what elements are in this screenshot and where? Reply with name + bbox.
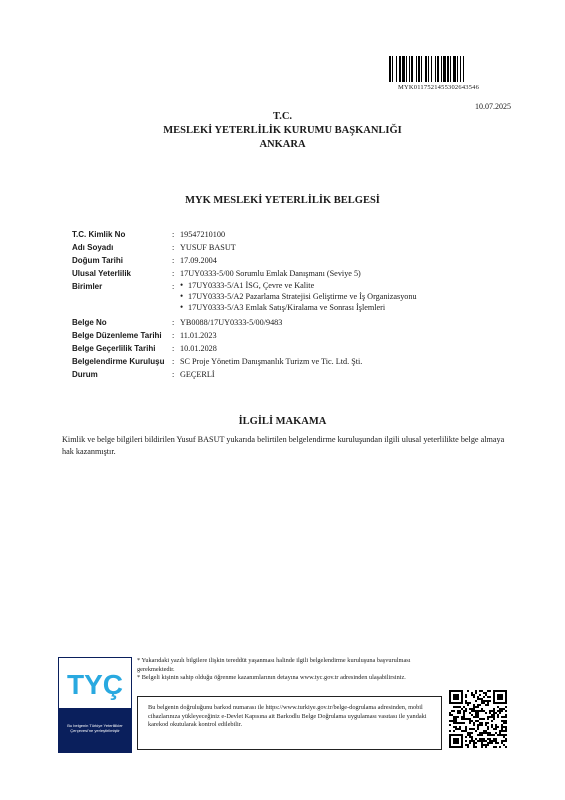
field-value: YB0088/17UY0333-5/00/9483 [180, 318, 283, 327]
unit-item: • 17UY0333-5/A1 İSG, Çevre ve Kalite [180, 280, 512, 291]
field-name: Adı Soyadı : YUSUF BASUT [72, 241, 512, 254]
units-list [180, 280, 512, 313]
qr-code-image[interactable] [449, 690, 507, 748]
field-label: Belge Düzenleme Tarihi [72, 331, 162, 340]
document-date: 10.07.2025 [475, 102, 511, 111]
header-tc: T.C. [272, 111, 293, 122]
certificate-title: MYK MESLEKİ YETERLİLİK BELGESİ [185, 195, 380, 206]
header-institution: MESLEKİ YETERLİLİK KURUMU BAŞKANLIĞI [163, 125, 402, 136]
field-label: T.C. Kimlik No [72, 230, 126, 239]
statement-paragraph: Kimlik ve belge bilgileri bildirilen Yusuf BASUT yukarıda belirtilen belgelendirme kuruluşundan ilgili ulusal yeterlilikte belge almaya hak kazanmıştır. [62, 435, 505, 456]
field-value: GEÇERLİ [180, 370, 215, 379]
field-value: 19547210100 [180, 230, 226, 239]
field-label: Doğum Tarihi [72, 256, 123, 265]
field-label: Belgelendirme Kuruluşu [72, 357, 165, 366]
tyc-logo-text: TYÇ [67, 669, 123, 700]
tyc-logo-mark [59, 658, 131, 708]
field-tc: T.C. Kimlik No : 19547210100 [72, 228, 512, 241]
footer-note: * Belgeli kişinin sahip olduğu öğrenme kazanımlarının detayına www.tyc.gov.tr adresinden ulaşabilirsiniz. [137, 674, 406, 681]
field-value: 11.01.2023 [180, 331, 217, 340]
footer-note: * Yukarıdaki yazılı bilgilere ilişkin tereddüt yaşanması halinde ilgili belgelendirme kuruluşuna başvurulması gerekmektedir. [137, 657, 411, 673]
field-value: YUSUF BASUT [180, 243, 236, 252]
certificate-fields [72, 228, 512, 381]
field-value: SC Proje Yönetim Danışmanlık Turizm ve Tic. Ltd. Şti. [180, 357, 363, 366]
field-label: Ulusal Yeterlilik [72, 269, 131, 278]
unit-item: • 17UY0333-5/A3 Emlak Satış/Kiralama ve Sonrası İşlemleri [180, 302, 512, 313]
section-title: İLGİLİ MAKAMA [238, 416, 327, 427]
field-label: Belge No [72, 318, 107, 327]
field-national-qualification: Ulusal Yeterlilik : 17UY0333-5/00 Sorumlu Emlak Danışmanı (Seviye 5) [72, 267, 512, 280]
barcode-number: MYK0117521455302643546 [398, 84, 480, 91]
tyc-logo-caption: Bu belgenin Türkiye Yeterlilikler Çerçevesi'ne yerleştirilmiştir [67, 723, 123, 733]
field-document-no: Belge No : YB0088/17UY0333-5/00/9483 [72, 316, 512, 329]
header-city: ANKARA [259, 139, 306, 150]
field-label: Durum [72, 370, 98, 379]
field-label: Adı Soyadı [72, 243, 114, 252]
field-label: Belge Geçerlilik Tarihi [72, 344, 156, 353]
unit-item: • 17UY0333-5/A2 Pazarlama Stratejisi Geliştirme ve İş Organizasyonu [180, 291, 512, 302]
verification-box [137, 696, 442, 750]
field-certification-body: Belgelendirme Kuruluşu : SC Proje Yönetim Danışmanlık Turizm ve Tic. Ltd. Şti. [72, 355, 512, 368]
field-label: Birimler [72, 282, 103, 291]
field-units: Birimler : • 17UY0333-5/A1 İSG, Çevre ve Kalite • 17UY0333-5/A2 Pazarlama Stratejisi Geliştirme ve İş Organizasyonu • 17UY0333-5/A3 Emlak Satış/Kiralama ve Sonrası İşlemleri [72, 280, 512, 313]
field-value: 17UY0333-5/00 Sorumlu Emlak Danışmanı (Seviye 5) [180, 269, 361, 278]
field-issue-date: Belge Düzenleme Tarihi : 11.01.2023 [72, 329, 512, 342]
tyc-logo [58, 657, 132, 753]
field-value: 10.01.2028 [180, 344, 217, 353]
footer-notes [137, 657, 417, 683]
field-birth: Doğum Tarihi : 17.09.2004 [72, 254, 512, 267]
verification-text: Bu belgenin doğruluğunu barkod numarası ile https://www.turkiye.gov.tr/belge-dogrulama adresinden, mobil cihazlarınıza yükleyeceğiniz e-Devlet Kapısına ait Barkodlu Belge Doğrulama uygulaması vasıtası ile yandaki karekod okutularak kontrol edilebilir. [148, 704, 427, 728]
field-status: Durum : GEÇERLİ [72, 368, 512, 381]
field-validity-date: Belge Geçerlilik Tarihi : 10.01.2028 [72, 342, 512, 355]
barcode-image [389, 56, 523, 82]
field-value: 17.09.2004 [180, 256, 217, 265]
